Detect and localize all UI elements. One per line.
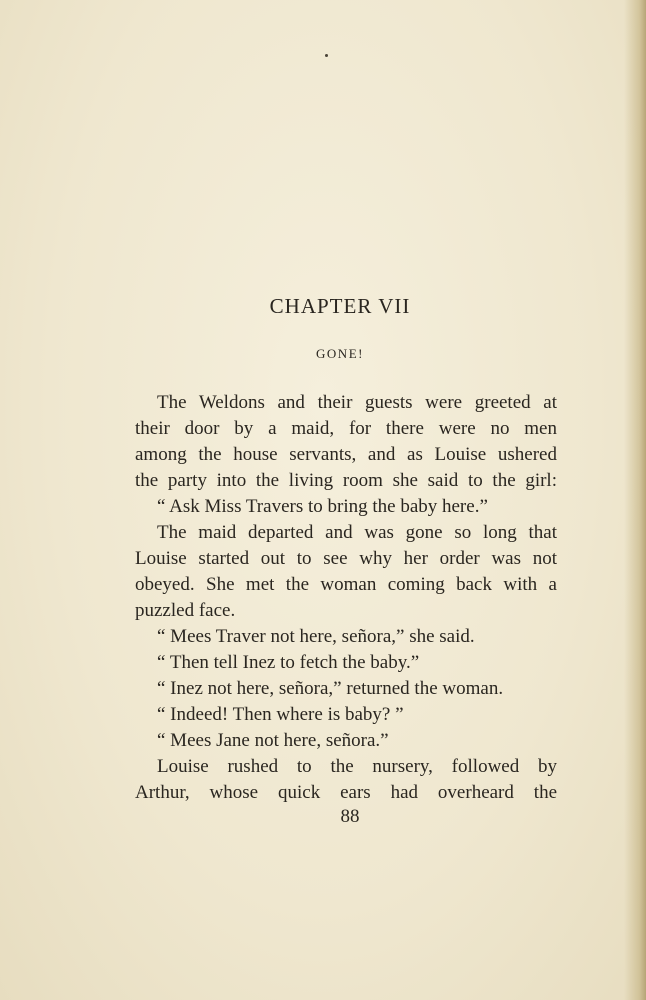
chapter-title: CHAPTER VII xyxy=(269,294,411,318)
text-line: “ Inez not here, señora,” returned the woman. xyxy=(157,678,504,699)
text-line: “ Ask Miss Travers to bring the baby here.” xyxy=(157,496,488,517)
text-line: their door by a maid, for there were no men xyxy=(135,418,557,439)
text-line: The maid departed and was gone so long that xyxy=(157,522,557,543)
text-line: “ Indeed! Then where is baby? ” xyxy=(157,704,404,725)
text-line: obeyed. She met the woman coming back with a xyxy=(135,574,557,595)
text-line: “ Then tell Inez to fetch the baby.” xyxy=(157,652,420,673)
text-line: The Weldons and their guests were greeted at xyxy=(157,392,557,413)
text-line: Louise rushed to the nursery, followed by xyxy=(157,756,557,777)
body-text xyxy=(135,390,557,806)
chapter-subtitle: GONE! xyxy=(316,346,364,361)
text-line: Arthur, whose quick ears had overheard the xyxy=(135,782,557,803)
text-line: puzzled face. xyxy=(135,600,236,621)
text-line: Louise started out to see why her order was not xyxy=(135,548,557,569)
text-line: the party into the living room she said to the girl: xyxy=(135,470,557,491)
text-line: among the house servants, and as Louise ushered xyxy=(135,444,557,465)
page-edge-shadow xyxy=(624,0,646,1000)
page-number: 88 xyxy=(340,806,360,827)
paper-speck xyxy=(325,54,328,57)
text-line: “ Mees Traver not here, señora,” she said. xyxy=(157,626,475,647)
text-line: “ Mees Jane not here, señora.” xyxy=(157,730,389,751)
